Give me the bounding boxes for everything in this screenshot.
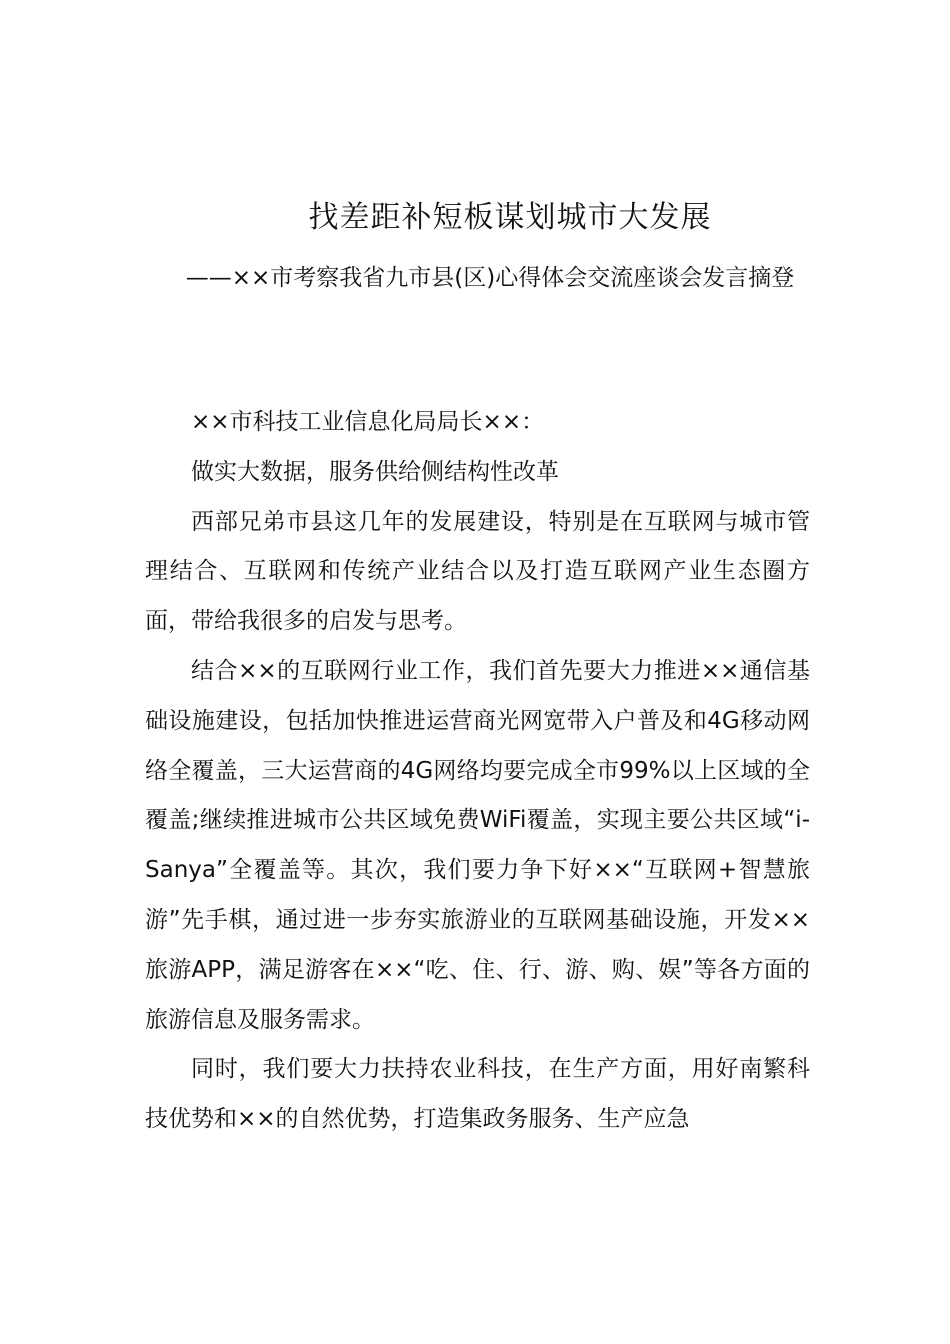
speaker-line: ××市科技工业信息化局局长××： (191, 409, 545, 435)
body-paragraph: 结合××的互联网行业工作，我们首先要大力推进××通信基础设施建设，包括加快推进运营商光网宽带入户普及和4G移动网络全覆盖，三大运营商的4G网络均要完成全市99%以上区域的全覆盖;继续推进城市公共区域免费WiFi覆盖，实现主要公共区域“i-Sanya”全覆盖等。其次，我们要力争下好××“互联网+智慧旅游”先手棋，通过进一步夯实旅游业的互联网基础设施，开发××旅游APP，满足游客在××“吃、住、行、游、购、娱”等各方面的旅游信息及服务需求。 (145, 657, 810, 1033)
document-title: 找差距补短板谋划城市大发展 (308, 200, 712, 235)
document-subtitle: ——××市考察我省九市县(区)心得体会交流座谈会发言摘登 (185, 265, 795, 291)
document-body (145, 398, 810, 1145)
body-paragraph: 西部兄弟市县这几年的发展建设，特别是在互联网与城市管理结合、互联网和传统产业结合以及打造互联网产业生态圈方面，带给我很多的启发与思考。 (145, 508, 810, 635)
section-heading: 做实大数据，服务供给侧结构性改革 (191, 458, 559, 485)
body-paragraph: 同时，我们要大力扶持农业科技，在生产方面，用好南繁科技优势和××的自然优势，打造集政务服务、生产应急 (145, 1056, 810, 1133)
